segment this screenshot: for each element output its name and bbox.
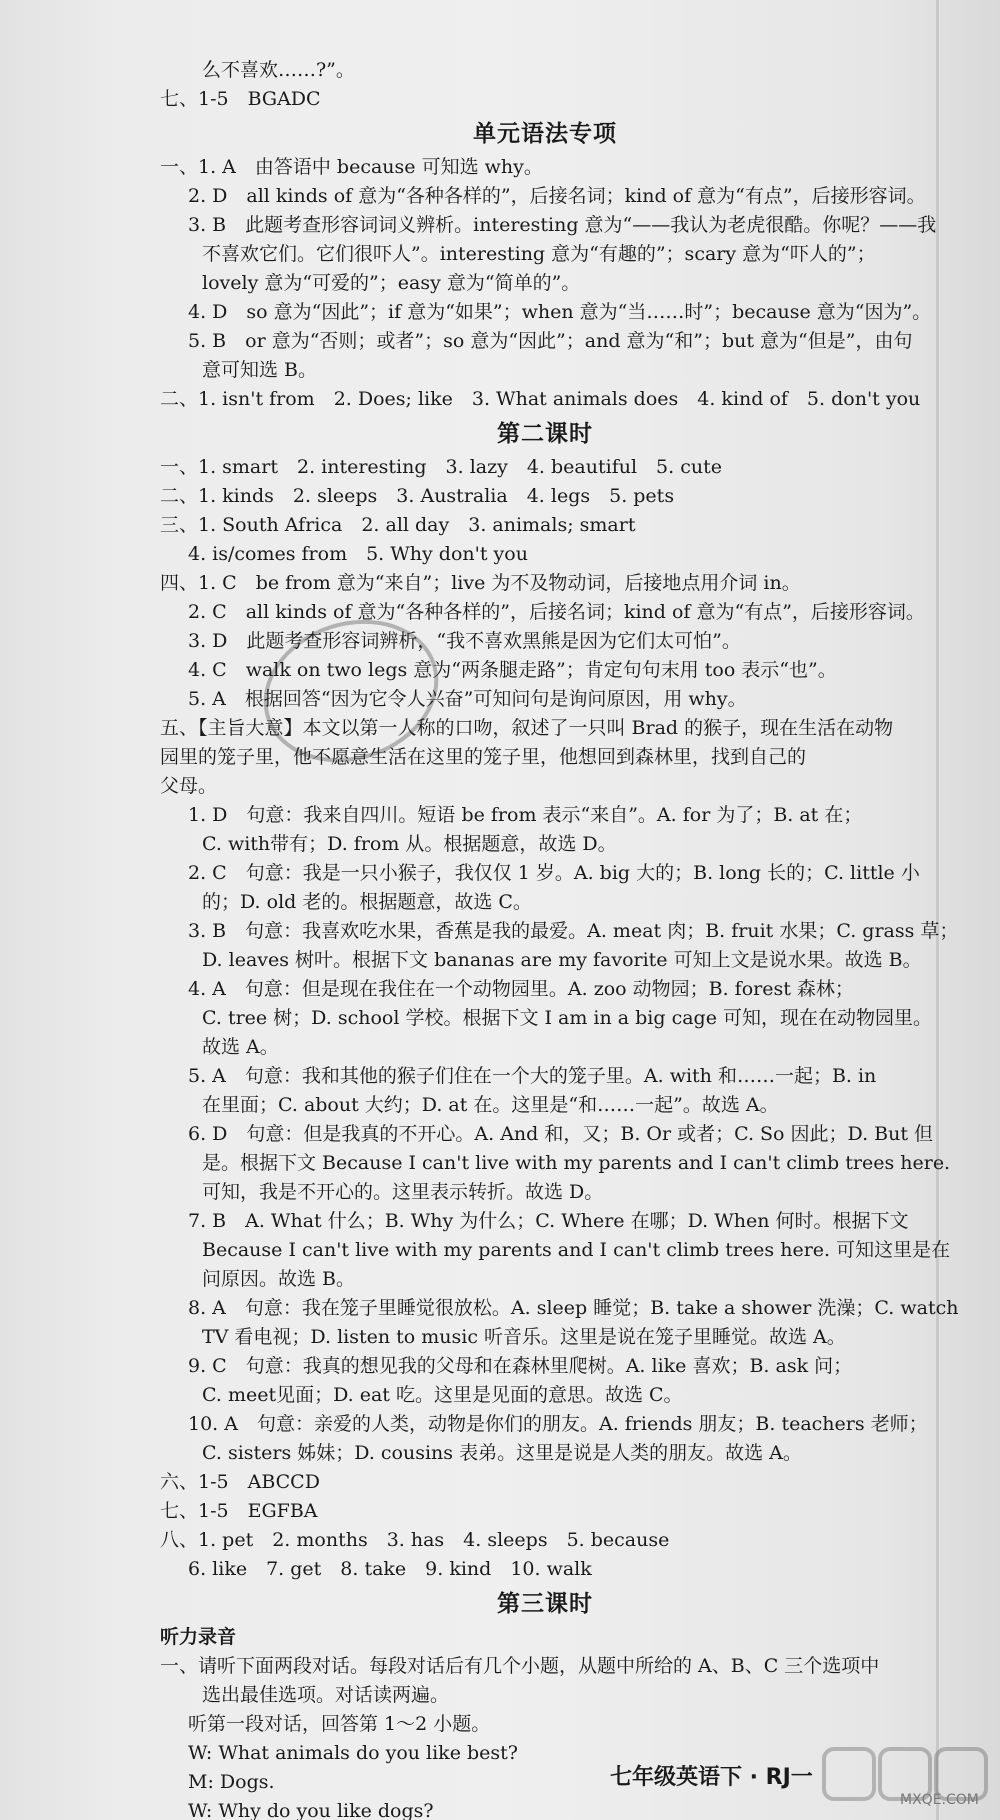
answer-line: 3. B 句意：我喜欢吃水果，香蕉是我的最爱。A. meat 肉；B. fruit 水果；C. grass 草； — [188, 920, 959, 942]
page-footer: 七年级英语下 · RJ一 — [610, 1765, 813, 1790]
answer-line: 八、1. pet 2. months 3. has 4. sleeps 5. because — [160, 1529, 670, 1551]
answer-line: 一、1. smart 2. interesting 3. lazy 4. beautiful 5. cute — [160, 456, 722, 478]
answer-line: 8. A 句意：我在笼子里睡觉很放松。A. sleep 睡觉；B. take a shower 洗澡；C. watch — [188, 1297, 959, 1319]
answer-line: 不喜欢它们。它们很吓人”。interesting 意为“有趣的”；scary 意为“吓人的”； — [202, 243, 876, 265]
answer-line: 5. B or 意为“否则；或者”；so 意为“因此”；and 意为“和”；but 意为“但是”，由句 — [188, 330, 913, 352]
answer-line: 一、请听下面两段对话。每段对话后有几个小题，从题中所给的 A、B、C 三个选项中 — [160, 1655, 880, 1677]
answer-line: 么不喜欢……?”。 — [202, 59, 355, 81]
answer-line: 四、1. C be from 意为“来自”；live 为不及物动词，后接地点用介词 in。 — [160, 572, 801, 594]
answer-line: 故选 A。 — [202, 1036, 279, 1058]
section-heading: 第二课时 — [497, 421, 593, 447]
answer-line: 五、【主旨大意】本文以第一人称的口吻，叙述了一只叫 Brad 的猴子，现在生活在动物 — [160, 717, 894, 739]
answer-line: 三、1. South Africa 2. all day 3. animals; smart — [160, 514, 636, 536]
answer-line: 5. A 根据回答“因为它令人兴奋”可知问句是询问原因，用 why。 — [188, 688, 747, 710]
answer-line: 3. B 此题考查形容词词义辨析。interesting 意为“——我认为老虎很酷。你呢？——我 — [188, 214, 937, 236]
answer-line: 7. B A. What 什么；B. Why 为什么；C. Where 在哪；D. When 何时。根据下文 — [188, 1210, 909, 1232]
answer-line: 2. D all kinds of 意为“各种各样的”，后接名词；kind of 意为“有点”，后接形容词。 — [188, 185, 926, 207]
answer-line: 6. D 句意：但是我真的不开心。A. And 和，又；B. Or 或者；C. So 因此；D. But 但 — [188, 1123, 934, 1145]
answer-line: W: Why do you like dogs? — [188, 1800, 434, 1820]
answer-line: 2. C all kinds of 意为“各种各样的”，后接名词；kind of 意为“有点”，后接形容词。 — [188, 601, 925, 623]
answer-line: D. leaves 树叶。根据下文 bananas are my favorite 可知上文是说水果。故选 B。 — [202, 949, 922, 971]
answer-line: 二、1. kinds 2. sleeps 3. Australia 4. legs 5. pets — [160, 485, 675, 507]
page-fold — [936, 0, 939, 1820]
answer-line: 选出最佳选项。对话读两遍。 — [202, 1684, 450, 1706]
answer-line: 可知，我是不开心的。这里表示转折。故选 D。 — [202, 1181, 604, 1203]
answer-line: 5. A 句意：我和其他的猴子们住在一个大的笼子里。A. with 和……一起；B. in — [188, 1065, 877, 1087]
answer-line: 意可知选 B。 — [202, 359, 318, 381]
answer-line: C. tree 树；D. school 学校。根据下文 I am in a big cage 可知，现在在动物园里。 — [202, 1007, 932, 1029]
subsection-heading: 听力录音 — [160, 1626, 237, 1648]
answer-line: 在里面；C. about 大约；D. at 在。这里是“和……一起”。故选 A。 — [202, 1094, 779, 1116]
answer-line: TV 看电视；D. listen to music 听音乐。这里是说在笼子里睡觉。故选 A。 — [202, 1326, 846, 1348]
answer-line: C. with带有；D. from 从。根据题意，故选 D。 — [202, 833, 617, 855]
answer-line: 一、1. A 由答语中 because 可知选 why。 — [160, 156, 543, 178]
watermark-text: MXQE.COM — [900, 1792, 979, 1808]
answer-line: 问原因。故选 B。 — [202, 1268, 356, 1290]
answer-line: 10. A 句意：亲爱的人类，动物是你们的朋友。A. friends 朋友；B. teachers 老师； — [188, 1413, 928, 1435]
section-heading: 第三课时 — [497, 1591, 593, 1617]
answer-line: 的；D. old 老的。根据题意，故选 C。 — [202, 891, 532, 913]
answer-line: 2. C 句意：我是一只小猴子，我仅仅 1 岁。A. big 大的；B. long 长的；C. little 小 — [188, 862, 920, 884]
answer-line: 4. C walk on two legs 意为“两条腿走路”；肯定句句末用 too 表示“也”。 — [188, 659, 837, 681]
answer-line: 六、1-5 ABCCD — [160, 1471, 320, 1493]
answer-line: M: Dogs. — [188, 1771, 275, 1793]
answer-line: 是。根据下文 Because I can't live with my parents and I can't climb trees here. — [202, 1152, 951, 1174]
answer-line: 1. D 句意：我来自四川。短语 be from 表示“来自”。A. for 为了；B. at 在； — [188, 804, 863, 826]
answer-line: 6. like 7. get 8. take 9. kind 10. walk — [188, 1558, 592, 1580]
answer-line: 4. D so 意为“因此”；if 意为“如果”；when 意为“当……时”；because 意为“因为”。 — [188, 301, 932, 323]
answer-line: 园里的笼子里，他不愿意生活在这里的笼子里，他想回到森林里，找到自己的 — [160, 746, 807, 768]
answer-line: 七、1-5 BGADC — [160, 88, 321, 110]
answer-line: C. meet见面；D. eat 吃。这里是见面的意思。故选 C。 — [202, 1384, 683, 1406]
section-heading: 单元语法专项 — [473, 121, 617, 147]
answer-line: 七、1-5 EGFBA — [160, 1500, 318, 1522]
answer-line: 4. A 句意：但是现在我住在一个动物园里。A. zoo 动物园；B. forest 森林； — [188, 978, 854, 1000]
answer-line: 9. C 句意：我真的想见我的父母和在森林里爬树。A. like 喜欢；B. ask 问； — [188, 1355, 853, 1377]
answer-line: 听第一段对话，回答第 1～2 小题。 — [188, 1713, 491, 1735]
answer-line: Because I can't live with my parents and I can't climb trees here. 可知这里是在 — [202, 1239, 951, 1261]
answer-line: 父母。 — [160, 775, 218, 797]
answer-line: 二、1. isn't from 2. Does; like 3. What animals does 4. kind of 5. don't you — [160, 388, 921, 410]
answer-line: 3. D 此题考查形容词辨析，“我不喜欢黑熊是因为它们太可怕”。 — [188, 630, 741, 652]
answer-line: 4. is/comes from 5. Why don't you — [188, 543, 528, 565]
answer-line: C. sisters 姊妹；D. cousins 表弟。这里是说是人类的朋友。故选 A。 — [202, 1442, 802, 1464]
answer-line: W: What animals do you like best? — [188, 1742, 518, 1764]
answer-line: lovely 意为“可爱的”；easy 意为“简单的”。 — [202, 272, 581, 294]
